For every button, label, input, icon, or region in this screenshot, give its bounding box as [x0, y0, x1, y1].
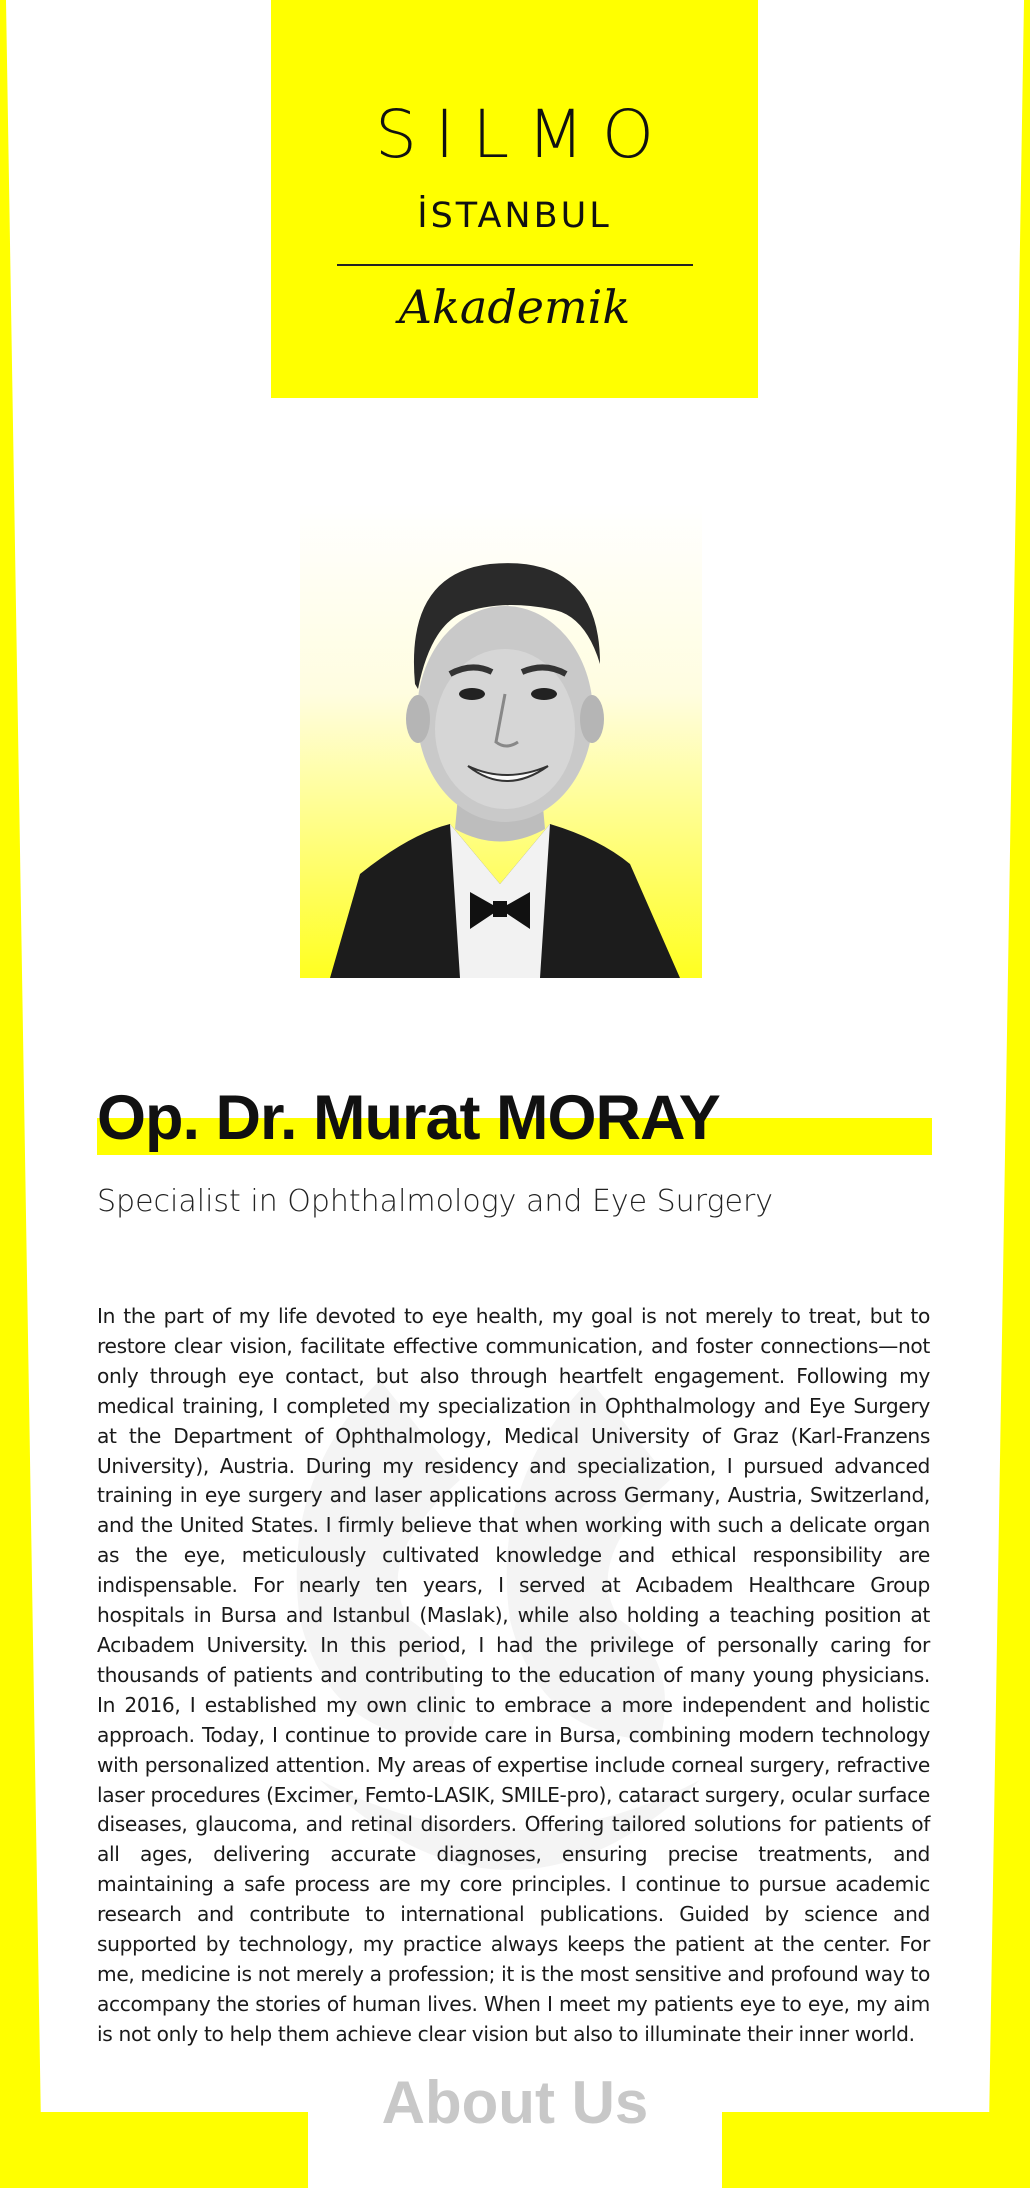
doctor-specialty: Specialist in Ophthalmology and Eye Surgery — [97, 1184, 774, 1219]
doctor-name: Op. Dr. Murat MORAY — [97, 1083, 720, 1153]
logo-subtitle: İSTANBUL — [417, 196, 612, 236]
logo-title: SILMO — [374, 96, 673, 173]
doctor-portrait — [300, 504, 702, 978]
logo-script: Akademik — [398, 280, 631, 334]
silmo-logo — [271, 0, 758, 398]
biography-text: In the part of my life devoted to eye health, my goal is not merely to treat, but to restore clear vision, facilitate effective communication, and foster connections—not only through eye contact, but also through heartfelt engagement. Following my medical training, I completed my specialization in Ophthalmology and Eye Surgery at the Department of Ophthalmology, Medical University of Graz (Karl-Franzens University), Austria. During my residency and specialization, I pursued advanced training in eye surgery and laser applications across Germany, Austria, Switzerland, and the United States. I firmly believe that when working with such a delicate organ as the eye, meticulously cultivated knowledge and ethical responsibility are indispensable. For nearly ten years, I served at Acıbadem Healthcare Group hospitals in Bursa and Istanbul (Maslak), while also holding a teaching position at Acıbadem University. In this period, I had the privilege of personally caring for thousands of patients and contributing to the education of many young physicians. In 2016, I established my own clinic to embrace a more independent and holistic approach. Today, I continue to provide care in Bursa, combining modern technology with personalized attention. My areas of expertise include corneal surgery, refractive laser procedures (Excimer, Femto-LASIK, SMILE-pro), cataract surgery, ocular surface diseases, glaucoma, and retinal disorders. Offering tailored solutions for patients of all ages, delivering accurate diagnoses, ensuring precise treatments, and maintaining a safe process are my core principles. I continue to pursue academic research and contribute to international publications. Guided by science and supported by technology, my practice always keeps the patient at the center. For me, medicine is not merely a profession; it is the most sensitive and profound way to accompany the stories of human lives. When I meet my patients eye to eye, my aim is not only to help them achieve clear vision but also to illuminate their inner world. — [97, 1304, 930, 2046]
logo-divider — [337, 264, 693, 266]
about-us-heading: About Us — [381, 2069, 649, 2136]
